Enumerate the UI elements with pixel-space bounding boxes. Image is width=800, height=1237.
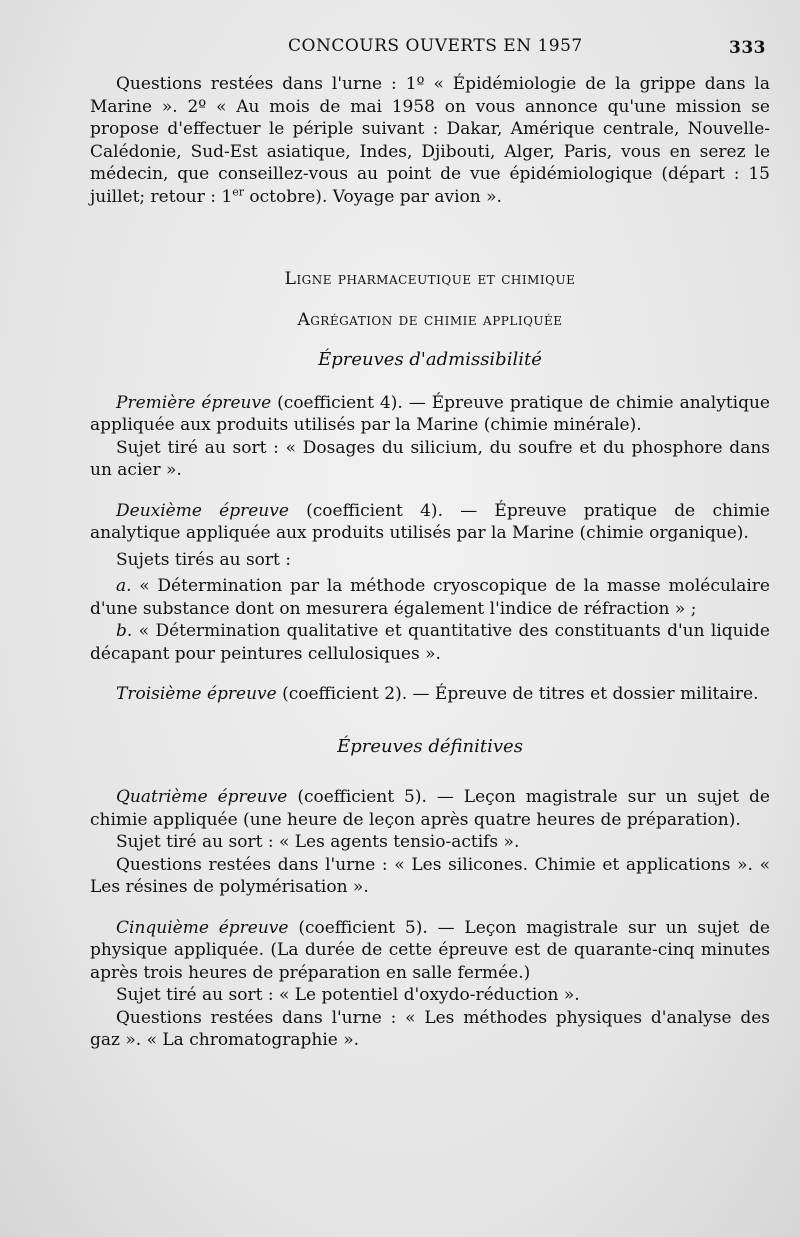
page-number: 333	[729, 38, 766, 58]
section-subheading: Agrégation de chimie appliquée	[297, 309, 563, 330]
epreuve-2-item-b	[90, 620, 770, 665]
epreuve-1-sujet: Sujet tiré au sort : « Dosages du silicium, du soufre et du phosphore dans un acier ».	[90, 437, 770, 480]
epreuve-5-sujet: Sujet tiré au sort : « Le potentiel d'oxydo-réduction ».	[116, 985, 580, 1005]
epreuve-5-title: Cinquième épreuve	[116, 917, 289, 938]
intro-superscript: er	[232, 184, 245, 198]
item-b-text: « Détermination qualitative et quantitative des constituants d'un liquide décapant pour peintures cellulosiques ».	[90, 621, 770, 664]
epreuve-2-sujets: Sujets tirés au sort :	[116, 549, 292, 570]
epreuve-1-text: (coefficient 4). — Épreuve pratique de chimie analytique appliquée aux produits utilisés par la Marine (chimie minérale).	[90, 392, 770, 435]
admissibilite-heading: Épreuves d'admissibilité	[318, 349, 542, 370]
epreuve-3-title: Troisième épreuve	[116, 684, 277, 704]
epreuve-4	[90, 786, 770, 831]
running-title: CONCOURS OUVERTS EN 1957	[288, 36, 583, 56]
item-b-label: b.	[116, 621, 133, 641]
epreuve-1	[90, 392, 770, 437]
epreuve-5	[90, 917, 770, 985]
epreuve-2	[90, 500, 770, 545]
epreuve-3-text: (coefficient 2). — Épreuve de titres et dossier militaire.	[276, 684, 759, 704]
epreuve-4-questions: Questions restées dans l'urne : « Les silicones. Chimie et applications ». « Les résines de polymérisation ».	[90, 854, 770, 897]
section-heading: Ligne pharmaceutique et chimique	[284, 269, 576, 289]
epreuve-2-item-a	[90, 575, 770, 620]
epreuve-1-title: Première épreuve	[116, 392, 272, 413]
epreuve-5-text: (coefficient 5). — Leçon magistrale sur un sujet de physique appliquée. (La durée de cette épreuve est de quarante-cinq minutes après trois heures de préparation en salle fermée.)	[90, 917, 770, 983]
definitives-heading: Épreuves définitives	[337, 735, 523, 757]
page-header	[0, 36, 800, 60]
epreuve-4-text: (coefficient 5). — Leçon magistrale sur un sujet de chimie appliquée (une heure de leçon après quatre heures de préparation).	[90, 787, 770, 830]
epreuve-5-questions: Questions restées dans l'urne : « Les méthodes physiques d'analyse des gaz ». « La chromatographie ».	[90, 1007, 770, 1050]
epreuve-2-title: Deuxième épreuve	[116, 500, 289, 521]
epreuve-4-title: Quatrième épreuve	[116, 787, 288, 807]
item-a-label: a.	[116, 576, 132, 596]
intro-text: Questions restées dans l'urne : 1º « Épidémiologie de la grippe dans la Marine ». 2º « Au mois de mai 1958 on vous annonce qu'une mission se propose d'effectuer le périple suivant : Dakar, Amérique centrale, Nouvelle-Calédonie, Sud-Est asiatique, Indes, Djibouti, Alger, Paris, vous en serez le médecin, que conseillez-vous au point de vue épidémiologique (départ : 15 juillet; retour : 1	[90, 74, 770, 207]
epreuve-3	[90, 683, 770, 706]
item-a-text: « Détermination par la méthode cryoscopique de la masse moléculaire d'une substance dont on mesurera également l'indice de réfraction » ;	[90, 576, 770, 619]
intro-text-end: octobre). Voyage par avion ».	[244, 186, 502, 207]
epreuve-4-sujet: Sujet tiré au sort : « Les agents tensio-actifs ».	[116, 832, 520, 852]
epreuve-2-text: (coefficient 4). — Épreuve pratique de chimie analytique appliquée aux produits utilisés par la Marine (chimie organique).	[90, 500, 770, 543]
page-body	[90, 73, 770, 1052]
intro-paragraph	[90, 73, 770, 208]
